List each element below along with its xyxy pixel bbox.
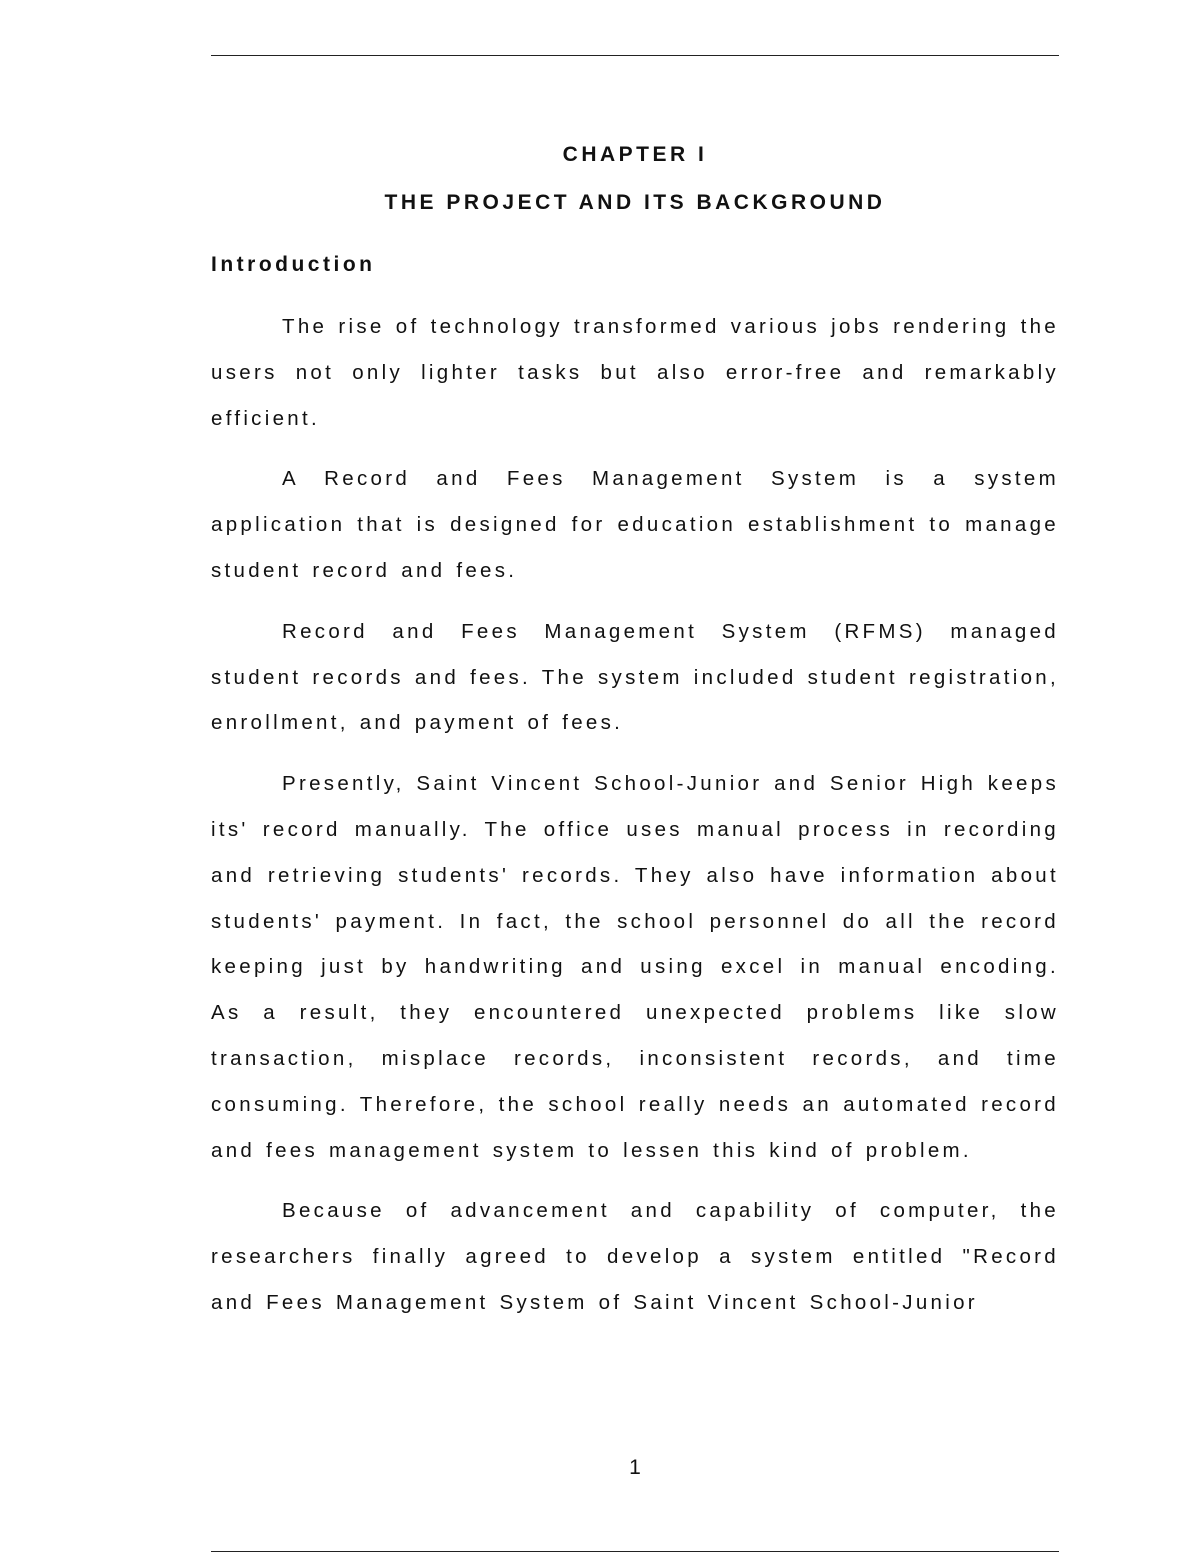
bottom-rule — [211, 1551, 1059, 1552]
section-heading: Introduction — [211, 253, 376, 276]
paragraph: A Record and Fees Management System is a system application that is designed for education establishment to manage student record and fees. — [211, 467, 1059, 582]
page-number: 1 — [629, 1456, 641, 1479]
paragraph: Presently, Saint Vincent School-Junior and Senior High keeps its' record manually. The office uses manual process in recording and retrieving students' records. They also have information about students' payment. In fact, the school personnel do all the record keeping just by handwriting and using excel in manual encoding. As a result, they encountered unexpected problems like slow transaction, misplace records, inconsistent records, and time consuming. Therefore, the school really needs an automated record and fees management system to lessen this kind of problem. — [211, 772, 1059, 1162]
paragraph: The rise of technology transformed various jobs rendering the users not only lighter tasks but also error-free and remarkably efficient. — [211, 315, 1059, 430]
body-text — [211, 304, 1059, 1341]
chapter-title: THE PROJECT AND ITS BACKGROUND — [384, 191, 886, 214]
chapter-number: CHAPTER I — [562, 143, 708, 166]
paragraph: Record and Fees Management System (RFMS) managed student records and fees. The system included student registration, enrollment, and payment of fees. — [211, 619, 1059, 735]
paragraph: Because of advancement and capability of computer, the researchers finally agreed to develop a system entitled "Record and Fees Management System of Saint Vincent School-Junior — [211, 1199, 1059, 1314]
top-rule — [211, 55, 1059, 56]
